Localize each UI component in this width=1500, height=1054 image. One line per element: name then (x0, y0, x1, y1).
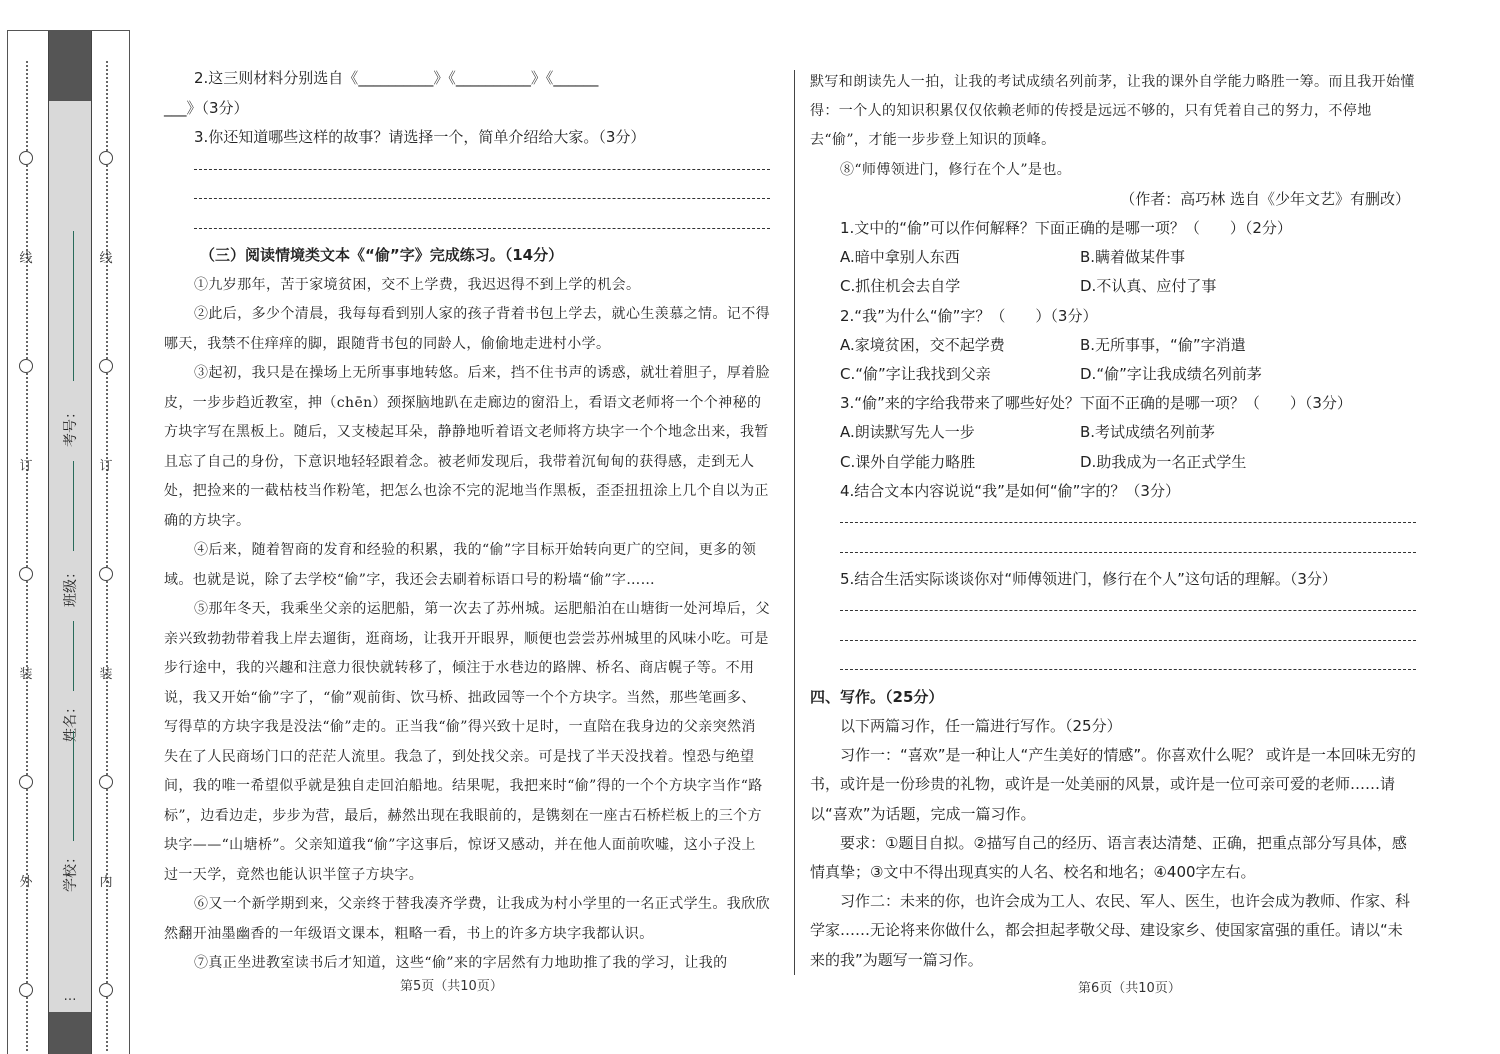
answer-line[interactable] (194, 212, 770, 242)
q2-option-c[interactable]: C.“偷”字让我找到父亲 (840, 365, 991, 384)
writing-intro: 以下两篇习作，任一篇进行写作。（25分） (840, 716, 1122, 735)
outer-binding-line (18, 31, 36, 1054)
q2-stem-cont: ___》（3分） (164, 98, 249, 117)
q2-stem-right: 2.“我”为什么“偷”字？（ ）（3分） (840, 306, 1098, 325)
answer-line[interactable] (194, 153, 770, 183)
q1-option-d[interactable]: D.不认真、应付了事 (1080, 277, 1217, 296)
field-school-line[interactable] (73, 731, 74, 841)
inner-dotted-line (106, 61, 108, 1051)
field-exam-number-line[interactable] (73, 231, 74, 381)
q3-options (810, 418, 1416, 447)
paragraph-8: ⑧“师傅领进门，修行在个人”是也。 (840, 161, 1072, 178)
field-name-label: 姓名： (63, 700, 79, 742)
q5-stem: 5.结合生活实际谈谈你对“师傅领进门，修行在个人”这句话的理解。（3分） (840, 570, 1337, 589)
page-6-footer: 第6页（共10页） (1078, 981, 1181, 996)
q2-stem: 2.这三则材料分别选自《__________》《__________》《______ (194, 69, 599, 87)
q3-stem-right: 3.“偷”来的字给我带来了哪些好处？下面不正确的是哪一项？（ ）（3分） (840, 394, 1352, 413)
answer-line[interactable] (840, 594, 1416, 624)
answer-line[interactable] (840, 624, 1416, 654)
q3-option-d[interactable]: D.助我成为一名正式学生 (1080, 452, 1247, 471)
answer-line[interactable] (194, 182, 770, 212)
field-exam-number-label: 考号： (63, 405, 79, 447)
page-divider (794, 70, 795, 975)
q3-option-c[interactable]: C.课外自学能力略胜 (840, 452, 976, 471)
page-5-footer: 第5页（共10页） (400, 979, 503, 994)
q1-option-c[interactable]: C.抓住机会去自学 (840, 277, 961, 296)
inner-binding-line (98, 31, 116, 1054)
band-dots-mark: … (63, 989, 77, 1004)
student-info-band (48, 31, 92, 1054)
page-6 (810, 68, 1416, 975)
writing-prompt-2: 习作二：未来的你，也许会成为工人、农民、军人、医生，也许会成为教师、作家、科学家……无论将来你做什么，都会担起孝敬父母、建设家乡、使国家富强的重任。请以“未来的我”为题写一篇习作。 (810, 892, 1411, 969)
hole-circle-icon (99, 775, 113, 789)
hole-circle-icon (99, 359, 113, 373)
field-school-label: 学校： (63, 850, 79, 892)
outer-dotted-line (26, 61, 28, 1051)
paragraph-5: ⑤那年冬天，我乘坐父亲的运肥船，第一次去了苏州城。运肥船泊在山塘街一处河埠后，父亲兴致勃勃带着我上岸去遛街，逛商场，让我开开眼界，顺便也尝尝苏州城里的风味小吃。可是步行途中，我的兴趣和注意力很快就转移了，倾注于水巷边的路牌、桥名、商店幌子等。不用说，我又开始“偷”字了，“偷”观前街、饮马桥、拙政园等一个个方块字。当然，那些笔画多、写得草的方块字我是没法“偷”走的。正当我“偷”得兴致十足时，一直陪在我身边的父亲突然消失在了人民商场门口的茫茫人流里。我急了，到处找父亲。可是找了半天没找着。惶恐与绝望间，我的唯一希望似乎就是独自走回泊船地。结果呢，我把来时“偷”得的一个个方块字当作“路标”，边看边走，步步为营，最后，赫然出现在我眼前的，是镌刻在一座古石桥栏板上的三个方块字——“山塘桥”。父亲知道我“偷”字这事后，惊讶又感动，并在他人面前吹嘘，这小子没上过一天学，竟然也能认识半筐子方块字。 (164, 601, 770, 883)
outer-char-ding: 订 (19, 459, 33, 474)
answer-line[interactable] (840, 506, 1416, 536)
inner-char-nei: 内 (99, 875, 113, 890)
q3-option-b[interactable]: B.考试成绩名列前茅 (1080, 423, 1216, 442)
section-3-title: （三）阅读情境类文本《“偷”字》完成练习。（14分） (200, 246, 564, 264)
paragraph-2: ②此后，多少个清晨，我每每看到别人家的孩子背着书包上学去，就心生羡慕之情。记不得哪天，我禁不住痒痒的脚，跟随背书包的同龄人，偷偷地走进村小学。 (164, 306, 770, 352)
inner-char-zhuang: 装 (99, 667, 113, 682)
inner-char-ding: 订 (99, 459, 113, 474)
band-top-cap (49, 31, 91, 101)
outer-char-zhuang: 装 (19, 667, 33, 682)
inner-char-xian: 线 (99, 251, 113, 266)
q4-stem: 4.结合文本内容说说“我”是如何“偷”字的？（3分） (840, 481, 1180, 500)
q1-options (810, 272, 1416, 301)
answer-line[interactable] (840, 536, 1416, 566)
binding-strip (7, 30, 130, 1054)
q1-option-b[interactable]: B.瞒着做某件事 (1080, 248, 1186, 267)
q1-stem: 1.文中的“偷”可以作何解释？下面正确的是哪一项？（ ）（2分） (840, 219, 1292, 238)
paragraph-6: ⑥又一个新学期到来，父亲终于替我凑齐学费，让我成为村小学里的一名正式学生。我欣欣然翻开油墨幽香的一年级语文课本，粗略一看，书上的许多方块字我都认识。 (164, 896, 770, 942)
paragraph-1: ①九岁那年，苦于家境贫困，交不上学费，我迟迟得不到上学的机会。 (194, 276, 641, 293)
outer-char-xian: 线 (19, 251, 33, 266)
q3-option-a[interactable]: A.朗读默写先人一步 (840, 423, 975, 442)
field-name-line[interactable] (73, 621, 74, 691)
paragraph-4: ④后来，随着智商的发育和经验的积累，我的“偷”字目标开始转向更广的空间，更多的领域。也就是说，除了去学校“偷”字，我还会去刷着标语口号的粉墙“偷”字…… (164, 542, 757, 588)
hole-circle-icon (19, 359, 33, 373)
page-5 (164, 64, 770, 979)
hole-circle-icon (19, 567, 33, 581)
q2-options (810, 360, 1416, 389)
hole-circle-icon (99, 151, 113, 165)
field-class-line[interactable] (73, 461, 74, 551)
section-4-title: 四、写作。（25分） (810, 687, 944, 706)
answer-line[interactable] (840, 653, 1416, 683)
q3-stem: 3.你还知道哪些这样的故事？请选择一个，简单介绍给大家。（3分） (194, 128, 646, 146)
hole-circle-icon (19, 775, 33, 789)
hole-circle-icon (99, 567, 113, 581)
hole-circle-icon (19, 151, 33, 165)
q1-option-a[interactable]: A.暗中拿别人东西 (840, 248, 960, 267)
band-bottom-cap (49, 1012, 91, 1054)
writing-requirements: 要求：①题目自拟。②描写自己的经历、语言表达清楚、正确，把重点部分写具体，感情真挚；③文中不得出现真实的人名、校名和地名；④400字左右。 (810, 833, 1407, 881)
hole-circle-icon (19, 983, 33, 997)
paragraph-7-cont: 默写和朗读先人一拍，让我的考试成绩名列前茅，让我的课外自学能力略胜一筹。而且我开始懂得：一个人的知识积累仅仅依赖老师的传授是远远不够的，只有凭着自己的努力，不停地去“偷”，才能一步步登上知识的顶峰。 (810, 74, 1415, 149)
q2-option-b[interactable]: B.无所事事，“偷”字消遣 (1080, 335, 1246, 354)
field-class-label: 班级： (63, 565, 79, 607)
outer-char-wai: 外 (19, 875, 33, 890)
q2-option-a[interactable]: A.家境贫困，交不起学费 (840, 335, 1005, 354)
q2-option-d[interactable]: D.“偷”字让我成绩名列前茅 (1080, 365, 1262, 384)
paragraph-3: ③起初，我只是在操场上无所事事地转悠。后来，挡不住书声的诱惑，就壮着胆子，厚着脸皮，一步步趋近教室，抻（chēn）颈探脑地趴在走廊边的窗沿上，看语文老师将一个个神秘的方块字写在黑板上。随后，又支棱起耳朵，静静地听着语文老师将方块字一个个地念出来，我暂且忘了自己的身份，下意识地轻轻跟着念。被老师发现后，我带着沉甸甸的获得感，走到无人处，把捡来的一截枯枝当作粉笔，把怎么也涂不完的泥地当作黑板，歪歪扭扭涂上几个自以为正确的方块字。 (164, 365, 770, 529)
q2-options (810, 331, 1416, 360)
q1-options (810, 243, 1416, 272)
author-line: （作者：高巧林 选自《少年文艺》有删改） (1120, 189, 1410, 208)
q3-options (810, 448, 1416, 477)
paragraph-7: ⑦真正坐进教室读书后才知道，这些“偷”来的字居然有力地助推了我的学习，让我的 (194, 955, 728, 971)
writing-prompt-1: 习作一：“喜欢”是一种让人“产生美好的情感”。你喜欢什么呢？ 或许是一本回味无穷的书，或许是一份珍贵的礼物，或许是一处美丽的风景，或许是一位可亲可爱的老师……请以“喜欢”为话题，完成一篇习作。 (810, 746, 1416, 823)
hole-circle-icon (99, 983, 113, 997)
